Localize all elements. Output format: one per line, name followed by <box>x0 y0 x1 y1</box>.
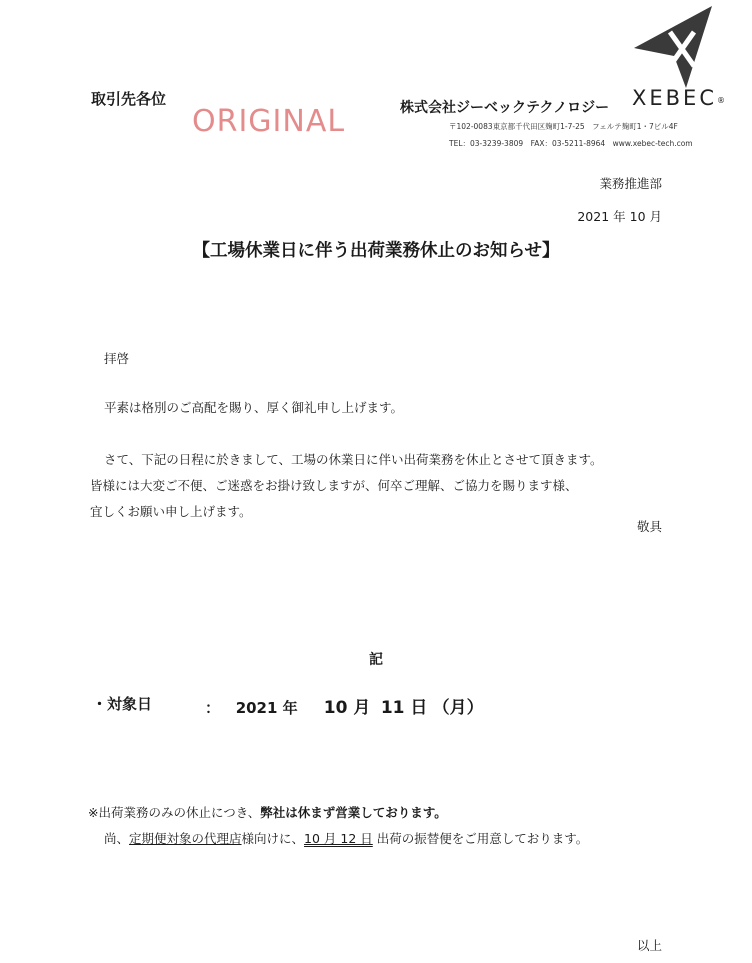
note-underline-agency: 定期便対象の代理店 <box>129 831 242 846</box>
ki-heading: 記 <box>369 652 383 668</box>
company-contact: TEL：03-3239-3809 FAX：03-5211-8964 www.xebec-tech.com <box>449 139 693 148</box>
registered-mark: ® <box>717 96 725 105</box>
note-bold: 弊社は休まず営業しております。 <box>260 805 447 820</box>
original-stamp: ORIGINAL <box>192 104 346 139</box>
target-date <box>205 693 484 718</box>
target-weekday: （月） <box>432 698 484 718</box>
paragraph-2-line-2: 皆様には大変ご不便、ご迷惑をお掛け致しますが、何卒ご理解、ご協力を賜ります様、 <box>90 478 578 493</box>
target-label: ・対象日 <box>92 695 153 713</box>
paragraph-2-line-3: 宜しくお願い申し上げます。 <box>90 504 252 519</box>
target-colon: ： <box>205 699 221 717</box>
department: 業務推進部 <box>599 176 662 191</box>
paragraph-2-line-1: さて、下記の日程に於きまして、工場の休業日に伴い出荷業務を休止とさせて頂きます。 <box>104 452 603 467</box>
greeting: 拝啓 <box>104 351 130 366</box>
target-year: 2021 年 <box>235 699 298 717</box>
target-day: 11 日 <box>380 698 428 718</box>
logo-text: XEBEC® <box>632 86 725 110</box>
note-line-1: ※出荷業務のみの休止につき、弊社は休まず営業しております。 <box>88 805 447 820</box>
company-name: 株式会社ジーベックテクノロジー <box>400 100 610 116</box>
paragraph-1: 平素は格別のご高配を賜り、厚く御礼申し上げます。 <box>104 400 404 415</box>
closing: 敬具 <box>636 519 662 534</box>
issue-date: 2021 年 10 月 <box>577 209 662 224</box>
xebec-logo-icon <box>630 4 716 90</box>
note-underline-date: 10 月 12 日 <box>304 831 373 846</box>
addressee: 取引先各位 <box>91 90 167 108</box>
company-address: 〒102-0083東京都千代田区麹町1-7-25 フェルテ麹町1・7ビル4F <box>449 122 678 131</box>
target-month: 10 月 <box>323 698 371 718</box>
end-mark: 以上 <box>636 938 662 953</box>
note-line-2: 尚、定期便対象の代理店様向けに、10 月 12 日 出荷の振替便をご用意しております。 <box>104 831 589 846</box>
document-title: 【工場休業日に伴う出荷業務休止のお知らせ】 <box>192 241 560 261</box>
paragraph-2 <box>90 447 704 525</box>
